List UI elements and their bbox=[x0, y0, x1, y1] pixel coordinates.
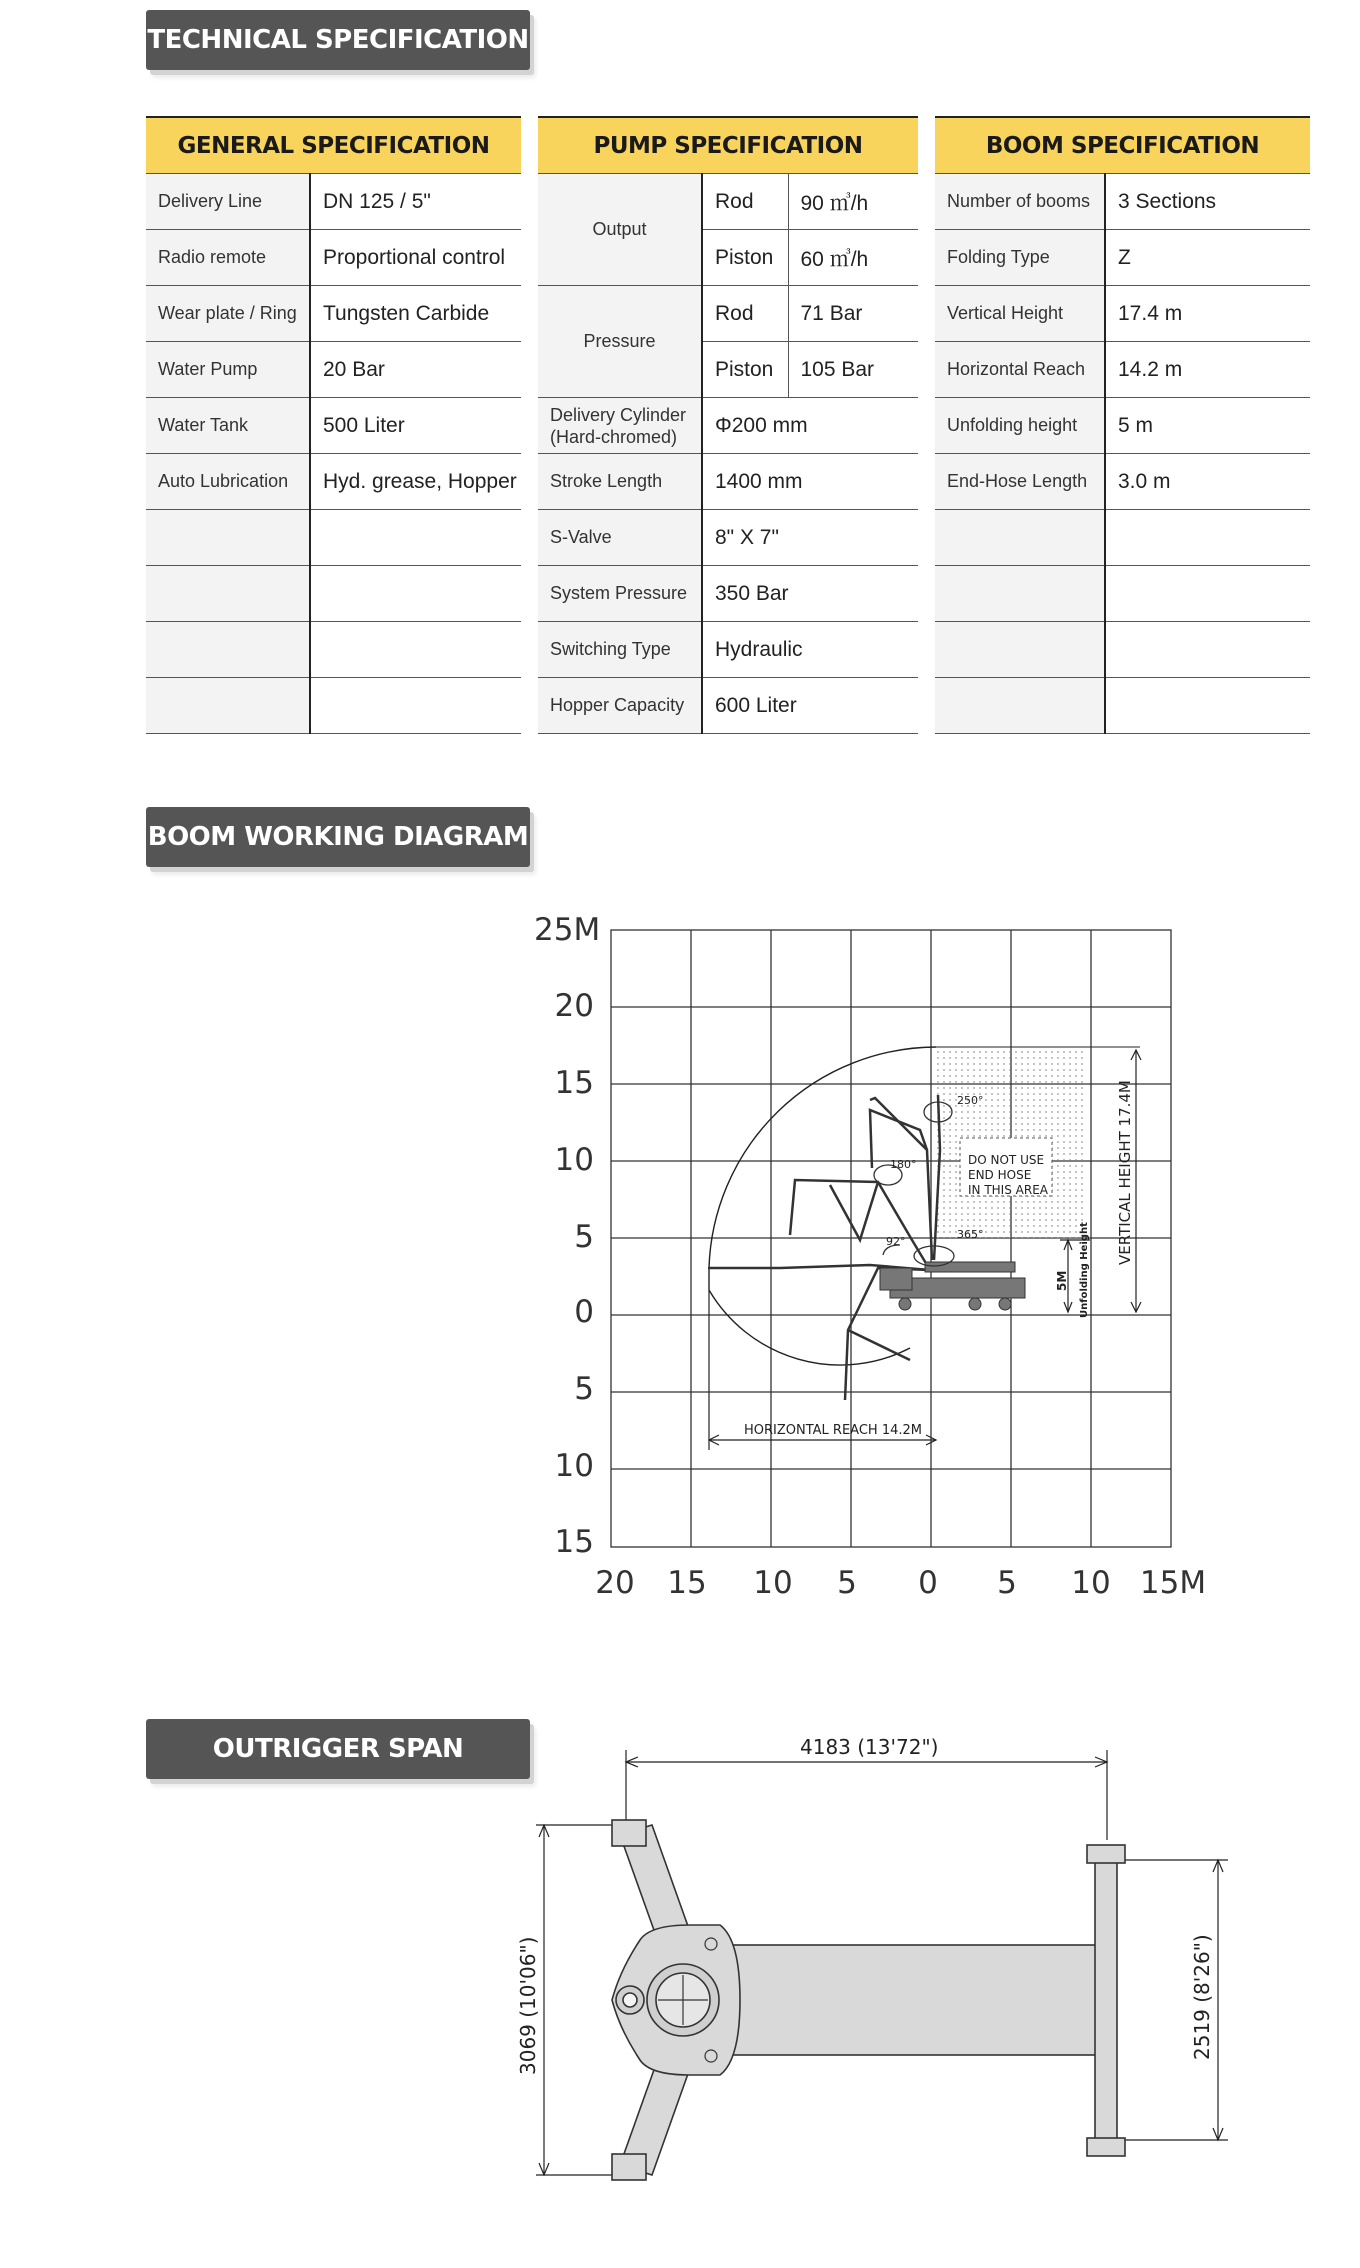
pump-spec-header: PUMP SPECIFICATION bbox=[538, 117, 918, 174]
x-tick-label: 5 bbox=[837, 1565, 857, 1601]
y-tick-label: 20 bbox=[554, 988, 594, 1024]
spec-value: Φ200 mm bbox=[702, 398, 918, 454]
y-tick-label: 15 bbox=[554, 1524, 594, 1560]
angle-label: 92° bbox=[886, 1235, 906, 1248]
spec-value: 350 Bar bbox=[702, 566, 918, 622]
spec-value: 500 Liter bbox=[310, 398, 521, 454]
spec-value: 20 Bar bbox=[310, 342, 521, 398]
spec-label: Vertical Height bbox=[935, 286, 1105, 342]
x-tick-label: 15M bbox=[1139, 1565, 1207, 1601]
spec-label-pressure: Pressure bbox=[538, 286, 702, 398]
spec-value: Hydraulic bbox=[702, 622, 918, 678]
y-tick-label: 10 bbox=[554, 1448, 594, 1484]
spec-value: 60 ㎥/h bbox=[788, 230, 918, 286]
spec-label-line: Delivery Cylinder bbox=[550, 404, 687, 425]
x-tick-label: 20 bbox=[595, 1565, 635, 1601]
spec-sublabel: Piston bbox=[702, 230, 788, 286]
boom-spec-header: BOOM SPECIFICATION bbox=[935, 117, 1310, 174]
spec-value: 17.4 m bbox=[1105, 286, 1310, 342]
y-tick-label: 25M bbox=[534, 912, 601, 948]
spec-label-line: (Hard-chromed) bbox=[550, 426, 678, 447]
angle-label: 250° bbox=[957, 1094, 984, 1107]
spec-value: 600 Liter bbox=[702, 678, 918, 734]
outrigger-right-label: 2519 (8'26") bbox=[1190, 1934, 1214, 2060]
spec-value: 105 Bar bbox=[788, 342, 918, 398]
y-tick-label: 0 bbox=[574, 1294, 594, 1330]
spec-value: 1400 mm bbox=[702, 454, 918, 510]
spec-label: Number of booms bbox=[935, 174, 1105, 230]
unfold-height-label: Unfolding Height bbox=[1079, 1222, 1090, 1318]
warning-text: END HOSE bbox=[968, 1168, 1032, 1182]
spec-label: Hopper Capacity bbox=[538, 678, 702, 734]
spec-value: 14.2 m bbox=[1105, 342, 1310, 398]
spec-label: Water Pump bbox=[146, 342, 310, 398]
section-title-technical: TECHNICAL SPECIFICATION bbox=[146, 10, 530, 70]
spec-value: 71 Bar bbox=[788, 286, 918, 342]
spec-label: Switching Type bbox=[538, 622, 702, 678]
y-tick-label: 5 bbox=[574, 1371, 594, 1407]
unfold-dimension-label: 5M bbox=[1055, 1270, 1069, 1291]
spec-label: Stroke Length bbox=[538, 454, 702, 510]
spec-label: End-Hose Length bbox=[935, 454, 1105, 510]
y-tick-label: 10 bbox=[554, 1142, 594, 1178]
y-tick-label: 5 bbox=[574, 1219, 594, 1255]
angle-label: 365° bbox=[957, 1228, 984, 1241]
x-tick-label: 5 bbox=[997, 1565, 1017, 1601]
general-spec-header: GENERAL SPECIFICATION bbox=[146, 117, 521, 174]
spec-label: S-Valve bbox=[538, 510, 702, 566]
x-tick-label: 10 bbox=[753, 1565, 793, 1601]
spec-value: Z bbox=[1105, 230, 1310, 286]
x-tick-label: 10 bbox=[1071, 1565, 1111, 1601]
x-tick-label: 0 bbox=[918, 1565, 938, 1601]
spec-label: Folding Type bbox=[935, 230, 1105, 286]
spec-sublabel: Rod bbox=[702, 174, 788, 230]
spec-label: Unfolding height bbox=[935, 398, 1105, 454]
spec-value: 5 m bbox=[1105, 398, 1310, 454]
x-tick-label: 15 bbox=[667, 1565, 707, 1601]
spec-value: 90 ㎥/h bbox=[788, 174, 918, 230]
spec-label: System Pressure bbox=[538, 566, 702, 622]
horizontal-reach-label: HORIZONTAL REACH 14.2M bbox=[744, 1423, 922, 1438]
spec-value: Hyd. grease, Hopper bbox=[310, 454, 521, 510]
spec-label: Delivery Line bbox=[146, 174, 310, 230]
spec-label: Wear plate / Ring bbox=[146, 286, 310, 342]
spec-value: Proportional control bbox=[310, 230, 521, 286]
spec-label: Water Tank bbox=[146, 398, 310, 454]
spec-label: Horizontal Reach bbox=[935, 342, 1105, 398]
spec-value: DN 125 / 5" bbox=[310, 174, 521, 230]
angle-label: 180° bbox=[890, 1158, 917, 1171]
section-title-outrigger: OUTRIGGER SPAN bbox=[146, 1719, 530, 1779]
spec-value: 3 Sections bbox=[1105, 174, 1310, 230]
spec-label: Radio remote bbox=[146, 230, 310, 286]
spec-label-output: Output bbox=[538, 174, 702, 286]
spec-label: Auto Lubrication bbox=[146, 454, 310, 510]
spec-value: 8" X 7" bbox=[702, 510, 918, 566]
outrigger-left-label: 3069 (10'06") bbox=[516, 1936, 540, 2075]
outrigger-width-label: 4183 (13'72") bbox=[800, 1735, 939, 1759]
spec-value: Tungsten Carbide bbox=[310, 286, 521, 342]
vertical-height-label: VERTICAL HEIGHT 17.4M bbox=[1116, 1080, 1134, 1265]
warning-text: DO NOT USE bbox=[968, 1153, 1045, 1167]
y-tick-label: 15 bbox=[554, 1065, 594, 1101]
spec-sublabel: Piston bbox=[702, 342, 788, 398]
warning-text: IN THIS AREA bbox=[968, 1183, 1048, 1197]
section-title-boom-diagram: BOOM WORKING DIAGRAM bbox=[146, 807, 530, 867]
spec-sublabel: Rod bbox=[702, 286, 788, 342]
spec-value: 3.0 m bbox=[1105, 454, 1310, 510]
